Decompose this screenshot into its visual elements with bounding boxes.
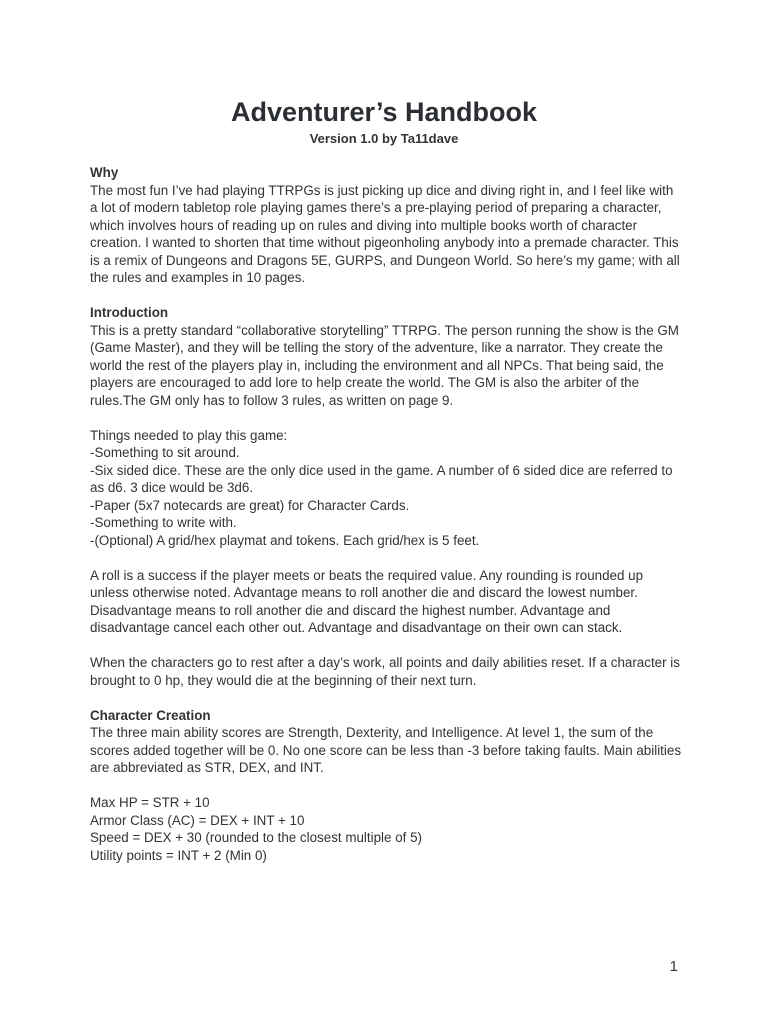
formula-max-hp: Max HP = STR + 10: [90, 795, 210, 810]
formula-speed: Speed = DEX + 30 (rounded to the closest multiple of 5): [90, 830, 422, 845]
introduction-paragraph: This is a pretty standard “collaborative storytelling” TTRPG. The person running the show is the GM (Game Master), and they will be telling the story of the adventure, like a narrator. They create the world the rest of the players play in, including the environment and all NPCs. That being said, the players are encouraged to add lore to help create the world. The GM is also the arbiter of the rules.The GM only has to follow 3 rules, as written on page 9.: [90, 322, 679, 408]
page-number: 1: [669, 958, 678, 975]
things-needed-intro: Things needed to play this game:: [90, 427, 288, 443]
document-subtitle: Version 1.0 by Ta11dave: [309, 131, 459, 146]
formula-armor-class: Armor Class (AC) = DEX + INT + 10: [90, 812, 305, 828]
list-item: -Something to sit around.: [90, 445, 240, 460]
why-heading: Why: [90, 165, 119, 180]
introduction-section: [90, 304, 682, 409]
list-item: -Paper (5x7 notecards are great) for Character Cards.: [90, 497, 410, 513]
character-creation-section: [90, 707, 682, 777]
introduction-heading: Introduction: [90, 305, 169, 320]
formula-utility-points: Utility points = INT + 2 (Min 0): [90, 847, 267, 863]
why-section: [90, 164, 682, 287]
list-item: -Six sided dice. These are the only dice used in the game. A number of 6 sided dice are referred to as d6. 3 dice would be 3d6.: [90, 462, 673, 495]
rest-paragraph: When the characters go to rest after a day’s work, all points and daily abilities reset. If a character is brought to 0 hp, they would die at the beginning of their next turn.: [90, 655, 680, 688]
formulas-list: [90, 794, 682, 864]
character-creation-paragraph: The three main ability scores are Strength, Dexterity, and Intelligence. At level 1, the sum of the scores added together will be 0. No one score can be less than -3 before taking faults. Main abilities are abbreviated as STR, DEX, and INT.: [90, 725, 682, 775]
document-body: [90, 164, 682, 882]
character-creation-heading: Character Creation: [90, 707, 211, 723]
list-item: -(Optional) A grid/hex playmat and tokens. Each grid/hex is 5 feet.: [90, 532, 480, 548]
rolls-paragraph: A roll is a success if the player meets or beats the required value. Any rounding is rounded up unless otherwise noted. Advantage means to roll another die and discard the lowest number. Disadvantage means to roll another die and discard the highest number. Advantage and disadvantage cancel each other out. Advantage and disadvantage on their own can stack.: [90, 567, 644, 635]
document-title: Adventurer’s Handbook: [230, 97, 538, 127]
list-item: -Something to write with.: [90, 515, 237, 530]
why-paragraph: The most fun I’ve had playing TTRPGs is just picking up dice and diving right in, and I feel like with a lot of modern tabletop role playing games there’s a pre-playing period of preparing a character, which involves hours of reading up on rules and diving into multiple books worth of character creation. I wanted to shorten that time without pigeonholing anybody into a premade character. This is a remix of Dungeons and Dragons 5E, GURPS, and Dungeon World. So here’s my game; with all the rules and examples in 10 pages.: [90, 182, 680, 285]
things-needed-section: [90, 427, 682, 550]
